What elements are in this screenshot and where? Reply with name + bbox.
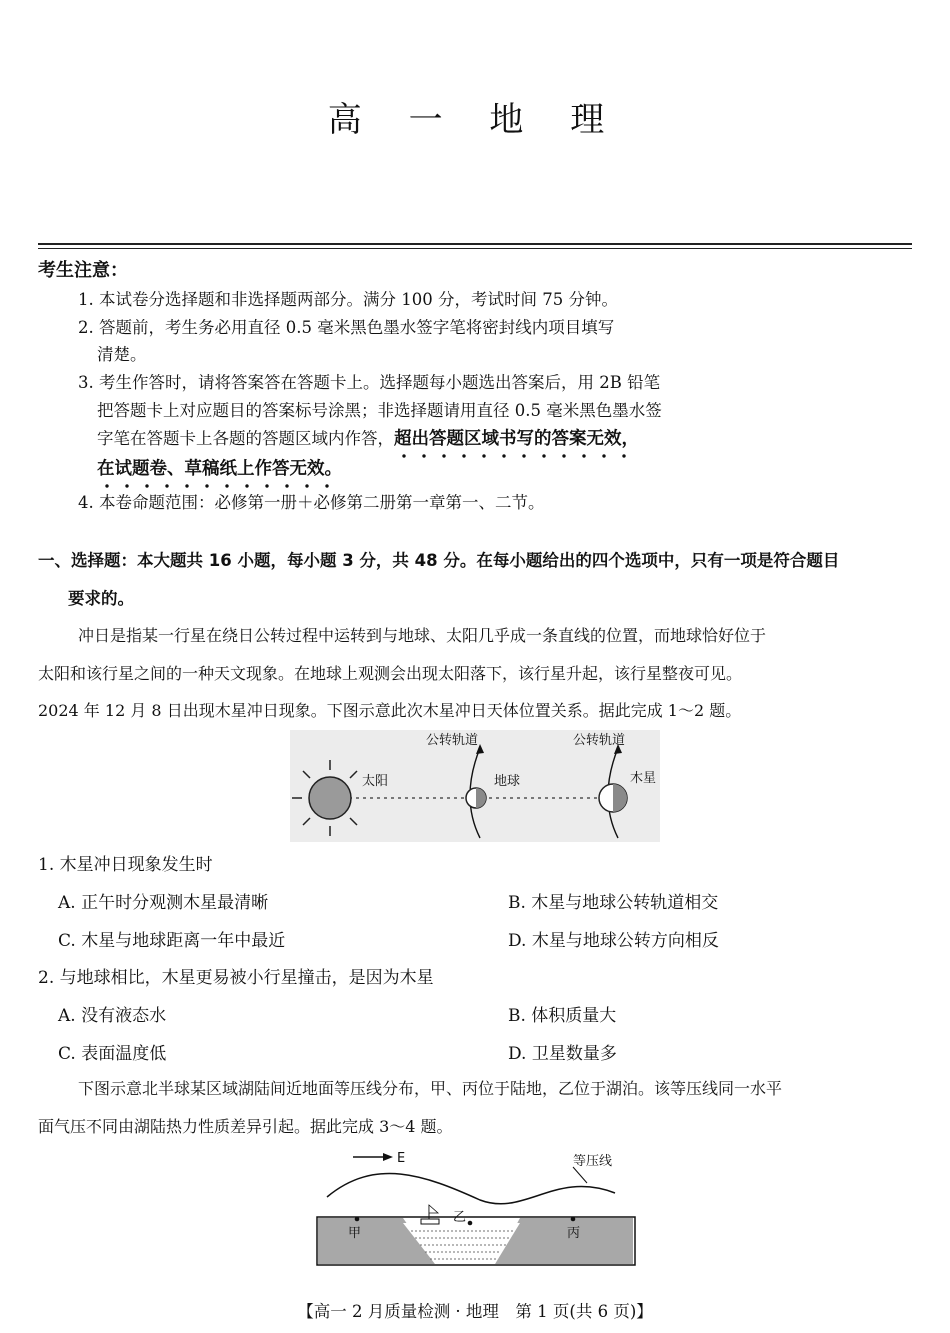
- notice-heading: 考生注意：: [38, 260, 128, 281]
- passage2-line1: 下图示意北半球某区域湖陆间近地面等压线分布，甲、丙位于陆地，乙位于湖泊。该等压线同一水平: [78, 1079, 783, 1098]
- isobar-label: 等压线: [573, 1154, 613, 1169]
- jupiter-icon: [599, 784, 627, 812]
- page-title: 高 一 地 理: [327, 100, 623, 140]
- isobar-diagram: [315, 1145, 637, 1273]
- jupiter-orbit-label: 公转轨道: [573, 733, 626, 748]
- section-heading-a: 一、选择题：本大题共 16 小题，每小题 3 分，共 48 分。在每小题给出的四个选项中，只有一项是符合题目: [38, 551, 840, 570]
- notice-item-3a: 3. 考生作答时，请将答案答在答题卡上。选择题每小题选出答案后，用 2B 铅笔: [78, 373, 661, 392]
- earth-label: 地球: [494, 774, 521, 789]
- opposition-diagram: [290, 730, 660, 842]
- notice-item-3b: 把答题卡上对应题目的答案标号涂黑；非选择题请用直径 0.5 毫米黑色墨水签: [97, 401, 662, 420]
- point-bing: [571, 1217, 576, 1222]
- passage2-line2: 面气压不同由湖陆热力性质差异引起。据此完成 3～4 题。: [38, 1117, 453, 1136]
- boat-icon: [421, 1205, 439, 1224]
- q2-option-c: C. 表面温度低: [58, 1044, 167, 1064]
- top-rule-thin: [38, 248, 912, 249]
- sun-label: 太阳: [362, 774, 389, 789]
- isobar-curve: [327, 1174, 615, 1204]
- q1-stem: 1. 木星冲日现象发生时: [38, 855, 213, 875]
- q2-option-d: D. 卫星数量多: [508, 1044, 617, 1064]
- page-footer: 【高一 2 月质量检测 · 地理 第 1 页(共 6 页)】: [297, 1302, 653, 1321]
- point-yi: [468, 1221, 473, 1226]
- notice-item-1: 1. 本试卷分选择题和非选择题两部分。满分 100 分，考试时间 75 分钟。: [78, 290, 618, 309]
- q1-option-a: A. 正午时分观测木星最清晰: [58, 893, 269, 913]
- notice-emphasis-2: 在试题卷、草稿纸上作答无效。: [97, 455, 342, 480]
- notice-emphasis-1: 超出答题区域书写的答案无效，: [394, 425, 639, 450]
- notice-item-3d: [97, 455, 342, 480]
- yi-label: 乙: [453, 1210, 467, 1225]
- bing-label: 丙: [567, 1226, 581, 1241]
- direction-label: E: [397, 1151, 406, 1166]
- q1-option-b: B. 木星与地球公转轨道相交: [508, 893, 719, 913]
- q2-option-b: B. 体积质量大: [508, 1006, 617, 1026]
- notice-item-2b: 清楚。: [97, 345, 147, 364]
- notice-item-3c: [97, 425, 639, 450]
- point-jia: [355, 1217, 360, 1222]
- jia-label: 甲: [348, 1226, 362, 1241]
- notice-item-4: 4. 本卷命题范围：必修第一册＋必修第二册第一章第一、二节。: [78, 493, 545, 512]
- q2-stem: 2. 与地球相比，木星更易被小行星撞击，是因为木星: [38, 968, 434, 988]
- jupiter-label: 木星: [630, 771, 657, 786]
- passage1-line1: 冲日是指某一行星在绕日公转过程中运转到与地球、太阳几乎成一条直线的位置，而地球恰好位于: [78, 626, 767, 645]
- q2-option-a: A. 没有液态水: [58, 1006, 167, 1026]
- top-rule: [38, 243, 912, 245]
- passage1-line3: 2024 年 12 月 8 日出现木星冲日现象。下图示意此次木星冲日天体位置关系。据此完成 1～2 题。: [38, 701, 742, 720]
- q1-option-c: C. 木星与地球距离一年中最近: [58, 931, 286, 951]
- earth-icon: [466, 788, 486, 808]
- notice-item-2a: 2. 答题前，考生务必用直径 0.5 毫米黑色墨水签字笔将密封线内项目填写: [78, 318, 615, 337]
- section-heading-b: 要求的。: [68, 589, 134, 608]
- q1-option-d: D. 木星与地球公转方向相反: [508, 931, 719, 951]
- earth-orbit-label: 公转轨道: [426, 733, 479, 748]
- notice-item-3c-text: 字笔在答题卡上各题的答题区域内作答，: [97, 429, 394, 448]
- passage1-line2: 太阳和该行星之间的一种天文现象。在地球上观测会出现太阳落下，该行星升起，该行星整夜可见。: [38, 664, 743, 683]
